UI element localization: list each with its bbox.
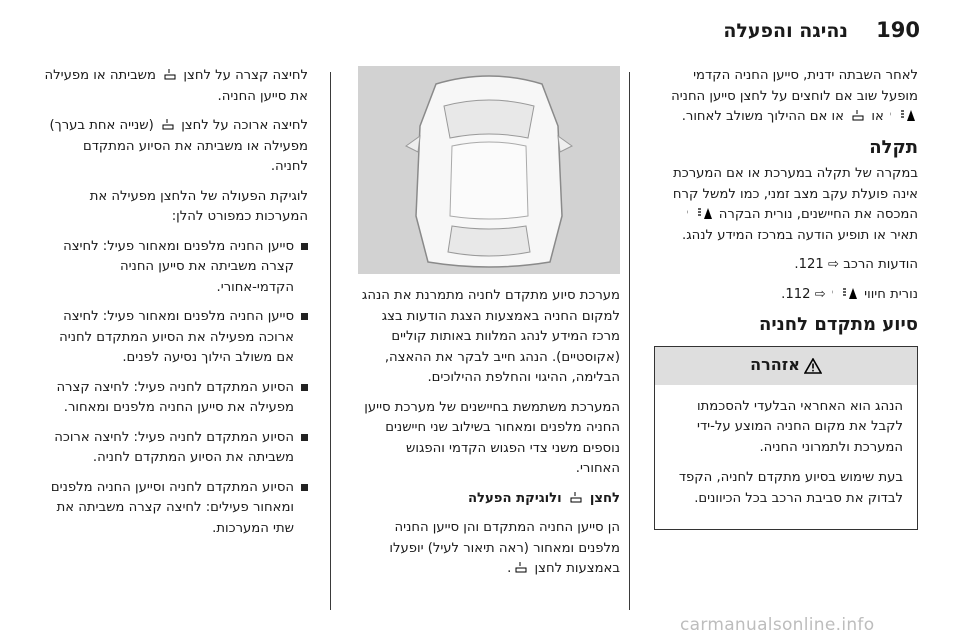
logic-paragraph: לוגיקת הפעולה של הלחצן מפעילה את המערכות כמפורט להלן: [89,188,308,224]
bullet-square-icon [301,313,308,320]
arrow-icon: ⇨ [814,286,826,302]
bullet-square-icon [301,484,308,491]
park-assist-p-icon [890,108,916,122]
advanced-park-assist-icon [513,560,528,573]
left-column [43,66,308,548]
advanced-park-assist-icon [568,490,583,503]
warning-triangle-icon [804,358,822,374]
advanced-park-assist-icon [160,117,175,130]
warning-title: אזהרה [750,355,800,375]
list-item: סייען החניה מלפנים ומאחור פעיל: לחיצה קצרה משביתה את סייען החניה הקדמי-אחורי. [43,237,308,299]
park-assist-p-icon [832,286,858,300]
intro-paragraph: לאחר השבתה ידנית, סייען החניה הקדמי מופעל שוב אם לוחצים על לחצן סייען החניה או או אם ההילוך משולב לאחור. [671,68,918,124]
car-top-view-illustration [358,66,620,274]
column-divider [330,72,331,610]
warning-body [655,385,917,530]
bullet-square-icon [301,384,308,391]
reference-vehicle-messages: הודעות הרכב ⇨ 121. [794,257,918,272]
advanced-park-assist-icon [850,108,865,121]
park-assist-p-icon [687,206,713,220]
warning-paragraph: הנהג הוא האחראי הבלעדי להסכמתו לקבל את מקום החניה המוצע על-ידי המערכת ולתמרוני החניה. [697,398,903,455]
page-header [40,18,920,50]
watermark: carmanualsonline.info [680,615,875,635]
svg-text:P [890,109,891,122]
list-item: הסיוע המתקדם לחניה פעיל: לחיצה ארוכה משביתה את הסיוע המתקדם לחניה. [43,428,308,469]
page-number: 190 [876,18,920,42]
sensors-paragraph: המערכת משתמשת בחיישנים של מערכת סייען החניה מלפנים ומאחור בשילוב שני חיישנים נוספים משני צדי הפגוש הקדמי והפגוש האחורי. [364,399,620,476]
short-press-paragraph: לחיצה קצרה על לחצן משביתה או מפעילה את סייען החניה. [44,68,308,104]
page-title: נהיגה והפעלה [723,20,848,42]
list-item: סייען החניה מלפנים ומאחור פעיל: לחיצה ארוכה מפעילה את הסיוע המתקדם לחניה אם משולב הילוך נסיעה לפנים. [43,307,308,369]
bullet-square-icon [301,243,308,250]
fault-heading: תקלה [869,136,918,158]
list-item: הסיוע המתקדם לחניה וסייען החניה מלפנים ומאחור פעילים: לחיצה קצרה משביתה את שתי המערכות. [43,478,308,540]
advanced-park-assist-icon [162,67,177,80]
list-item: הסיוע המתקדם לחניה פעיל: לחיצה קצרה מפעילה את סייען החניה מלפנים ומאחור. [43,378,308,419]
right-column [654,66,918,530]
middle-column [358,66,620,589]
warning-title-bar [655,347,917,385]
intro-paragraph: מערכת סיוע מתקדם לחניה מתמרנת את הנהג למקום החניה באמצעות הצגת הודעות בצג מרכז המידע לנהג המלוות באותות קוליים (אקוסטיים). הנהג חייב לבקר את ההאצה, הבלימה, ההיגוי והחלפת ההילוכים. [361,288,620,385]
arrow-icon: ⇨ [827,257,840,272]
svg-text:P [687,207,688,220]
bullet-square-icon [301,434,308,441]
reference-indicator-light: נורית חיווי ⇨ 112. [781,286,918,302]
long-press-paragraph: לחיצה ארוכה על לחצן (שנייה אחת בערך) מפעילה או משביתה את הסיוע המתקדם לחניה. [49,118,308,174]
svg-text:P [832,287,833,300]
warning-paragraph: בעת שימוש בסיוע מתקדם לחניה, הקפד לבדוק את סביבת הרכב בכל הכיוונים. [678,470,903,506]
logic-list [43,237,308,540]
button-logic-subheading: לחצן ולוגיקת הפעלה [467,490,620,506]
activation-paragraph: הן סייען החניה המתקדם והן סייען החניה מלפנים ומאחור (ראה תיאור לעיל) יופעלו באמצעות לחצן . [389,520,620,576]
column-divider [629,72,630,610]
fault-paragraph: במקרה של תקלה במערכת או אם המערכת אינה פועלת עקב מצב זמני, כמו למשל קרח המכסה את החיישנים, נורית הבקרה תאיר או תופיע הודעה במרכז המידע לנהג. [672,166,918,243]
advanced-assist-heading: סיוע מתקדם לחניה [758,314,918,335]
warning-box [654,346,918,531]
